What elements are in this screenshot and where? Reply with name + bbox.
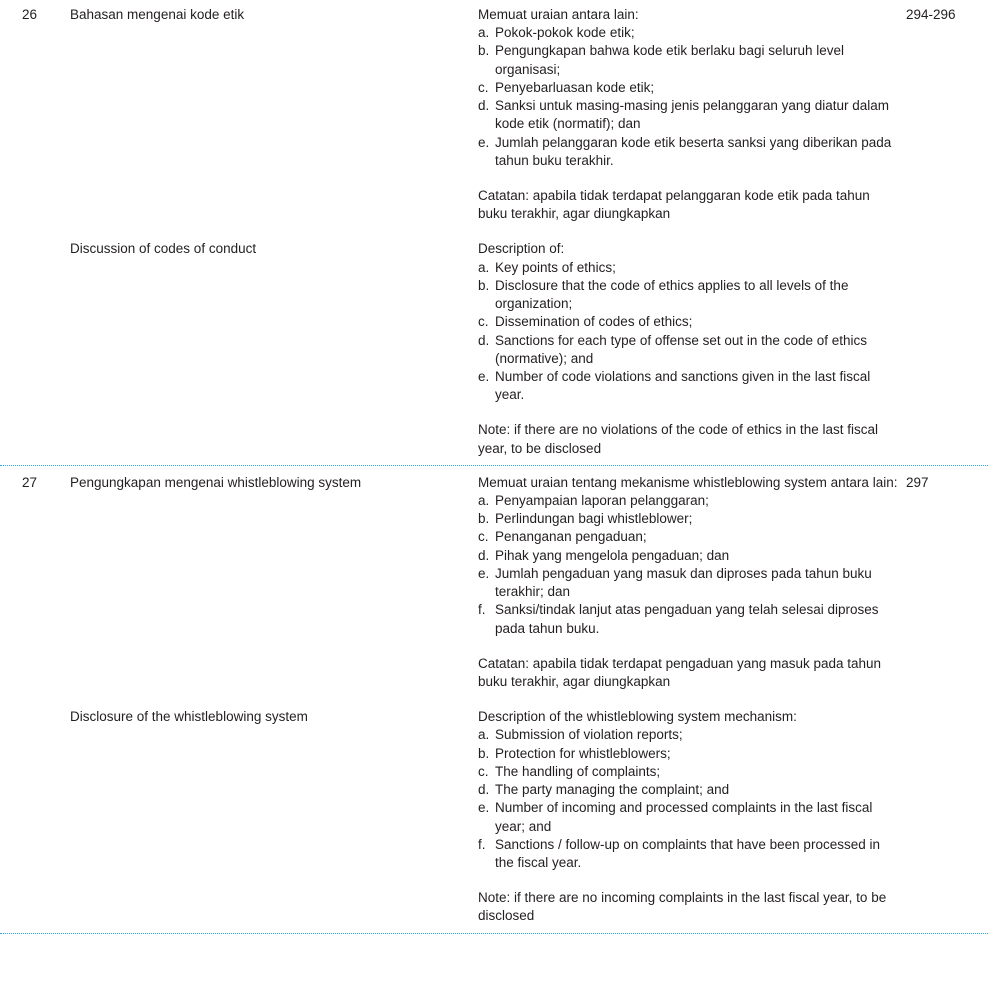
list-item	[478, 42, 900, 78]
list-marker: b.	[478, 277, 490, 293]
list-text: Sanksi/tindak lanjut atas pengaduan yang telah selesai diproses pada tahun buku.	[495, 602, 879, 636]
description-items-en	[478, 259, 900, 405]
list-marker: f.	[478, 602, 486, 618]
criteria-description-en	[478, 240, 906, 457]
list-item	[478, 79, 900, 97]
list-marker: a.	[478, 25, 490, 41]
criteria-description-en	[478, 708, 906, 925]
criteria-title-id: Bahasan mengenai kode etik	[70, 7, 245, 22]
list-item	[478, 332, 900, 368]
description-items-id	[478, 492, 900, 638]
list-marker: b.	[478, 745, 490, 761]
criteria-description-id	[478, 474, 906, 691]
list-text: Dissemination of codes of ethics;	[495, 314, 693, 330]
list-item	[478, 134, 900, 170]
list-item	[478, 368, 900, 404]
criteria-description-id	[478, 6, 906, 223]
list-text: Number of code violations and sanctions given in the last fiscal year.	[495, 368, 871, 403]
criteria-row-27	[0, 466, 988, 933]
description-lead-id: Memuat uraian antara lain:	[478, 7, 639, 22]
description-lead-en: Description of the whistleblowing system mechanism:	[478, 709, 797, 725]
list-marker: e.	[478, 565, 490, 581]
criteria-title-en: Disclosure of the whistleblowing system	[70, 709, 308, 725]
list-marker: f.	[478, 836, 486, 852]
list-item	[478, 726, 900, 744]
list-marker: e.	[478, 368, 490, 384]
list-item	[478, 781, 900, 799]
list-text: Pengungkapan bahwa kode etik berlaku bagi seluruh level organisasi;	[495, 43, 844, 77]
criteria-row-27-indonesian	[0, 474, 988, 691]
criteria-row-26-indonesian	[0, 6, 988, 223]
list-item	[478, 277, 900, 313]
page-reference: 297	[906, 474, 929, 490]
list-item	[478, 24, 900, 42]
list-text: Sanctions for each type of offense set out in the code of ethics (normative); and	[495, 332, 867, 366]
list-text: Sanksi untuk masing-masing jenis pelanggaran yang diatur dalam kode etik (normatif); dan	[495, 98, 889, 132]
list-text: Submission of violation reports;	[495, 727, 683, 743]
list-text: Key points of ethics;	[495, 259, 616, 275]
criteria-title-id: Pengungkapan mengenai whistleblowing system	[70, 474, 362, 490]
list-text: Protection for whistleblowers;	[495, 745, 671, 761]
list-marker: b.	[478, 43, 490, 59]
description-note-en: Note: if there are no incoming complaints in the last fiscal year, to be disclosed	[478, 890, 887, 924]
list-marker: a.	[478, 727, 490, 743]
list-item	[478, 259, 900, 277]
list-text: Number of incoming and processed complaints in the last fiscal year; and	[495, 800, 873, 834]
description-note-en: Note: if there are no violations of the code of ethics in the last fiscal year, to be disclosed	[478, 422, 878, 456]
list-text: Perlindungan bagi whistleblower;	[495, 511, 693, 527]
description-lead-id: Memuat uraian tentang mekanisme whistleblowing system antara lain:	[478, 474, 898, 490]
list-text: Pokok-pokok kode etik;	[495, 25, 635, 41]
list-item	[478, 510, 900, 528]
list-item	[478, 528, 900, 546]
list-marker: c.	[478, 529, 489, 545]
list-item	[478, 492, 900, 510]
list-marker: d.	[478, 782, 490, 798]
page-reference: 294-296	[906, 7, 956, 22]
list-marker: b.	[478, 511, 490, 527]
list-text: Penanganan pengaduan;	[495, 529, 647, 545]
list-item	[478, 547, 900, 565]
criteria-row-26-english	[0, 240, 988, 457]
list-marker: d.	[478, 98, 490, 114]
list-item	[478, 313, 900, 331]
list-marker: e.	[478, 800, 490, 816]
list-text: Disclosure that the code of ethics applies to all levels of the organization;	[495, 277, 849, 312]
list-marker: d.	[478, 547, 490, 563]
list-text: Pihak yang mengelola pengaduan; dan	[495, 547, 730, 563]
list-text: Sanctions / follow-up on complaints that have been processed in the fiscal year.	[495, 836, 880, 870]
list-marker: d.	[478, 332, 490, 348]
list-text: Penyebarluasan kode etik;	[495, 79, 655, 95]
list-item	[478, 601, 900, 637]
description-note-id: Catatan: apabila tidak terdapat pengaduan yang masuk pada tahun buku terakhir, agar diungkapkan	[478, 655, 882, 689]
list-text: Jumlah pelanggaran kode etik beserta sanksi yang diberikan pada tahun buku terakhir.	[495, 134, 892, 168]
row-number: 26	[22, 7, 38, 22]
row-number: 27	[22, 474, 38, 490]
list-item	[478, 745, 900, 763]
list-item	[478, 763, 900, 781]
list-item	[478, 97, 900, 133]
description-note-id: Catatan: apabila tidak terdapat pelanggaran kode etik pada tahun buku terakhir, agar diungkapkan	[478, 187, 870, 222]
list-text: Penyampaian laporan pelanggaran;	[495, 493, 709, 509]
list-marker: c.	[478, 763, 489, 779]
row-divider	[0, 933, 988, 934]
criteria-row-27-english	[0, 708, 988, 925]
criteria-title-en: Discussion of codes of conduct	[70, 241, 257, 257]
description-lead-en: Description of:	[478, 241, 565, 257]
description-items-id	[478, 24, 900, 170]
list-item	[478, 565, 900, 601]
list-marker: a.	[478, 493, 490, 509]
list-text: The party managing the complaint; and	[495, 782, 730, 798]
list-text: The handling of complaints;	[495, 763, 661, 779]
list-marker: e.	[478, 134, 490, 150]
list-item	[478, 836, 900, 872]
list-text: Jumlah pengaduan yang masuk dan diproses pada tahun buku terakhir; dan	[495, 565, 872, 600]
list-item	[478, 799, 900, 835]
description-items-en	[478, 726, 900, 872]
list-marker: c.	[478, 79, 489, 95]
list-marker: a.	[478, 259, 490, 275]
list-marker: c.	[478, 314, 489, 330]
criteria-row-26	[0, 0, 988, 465]
